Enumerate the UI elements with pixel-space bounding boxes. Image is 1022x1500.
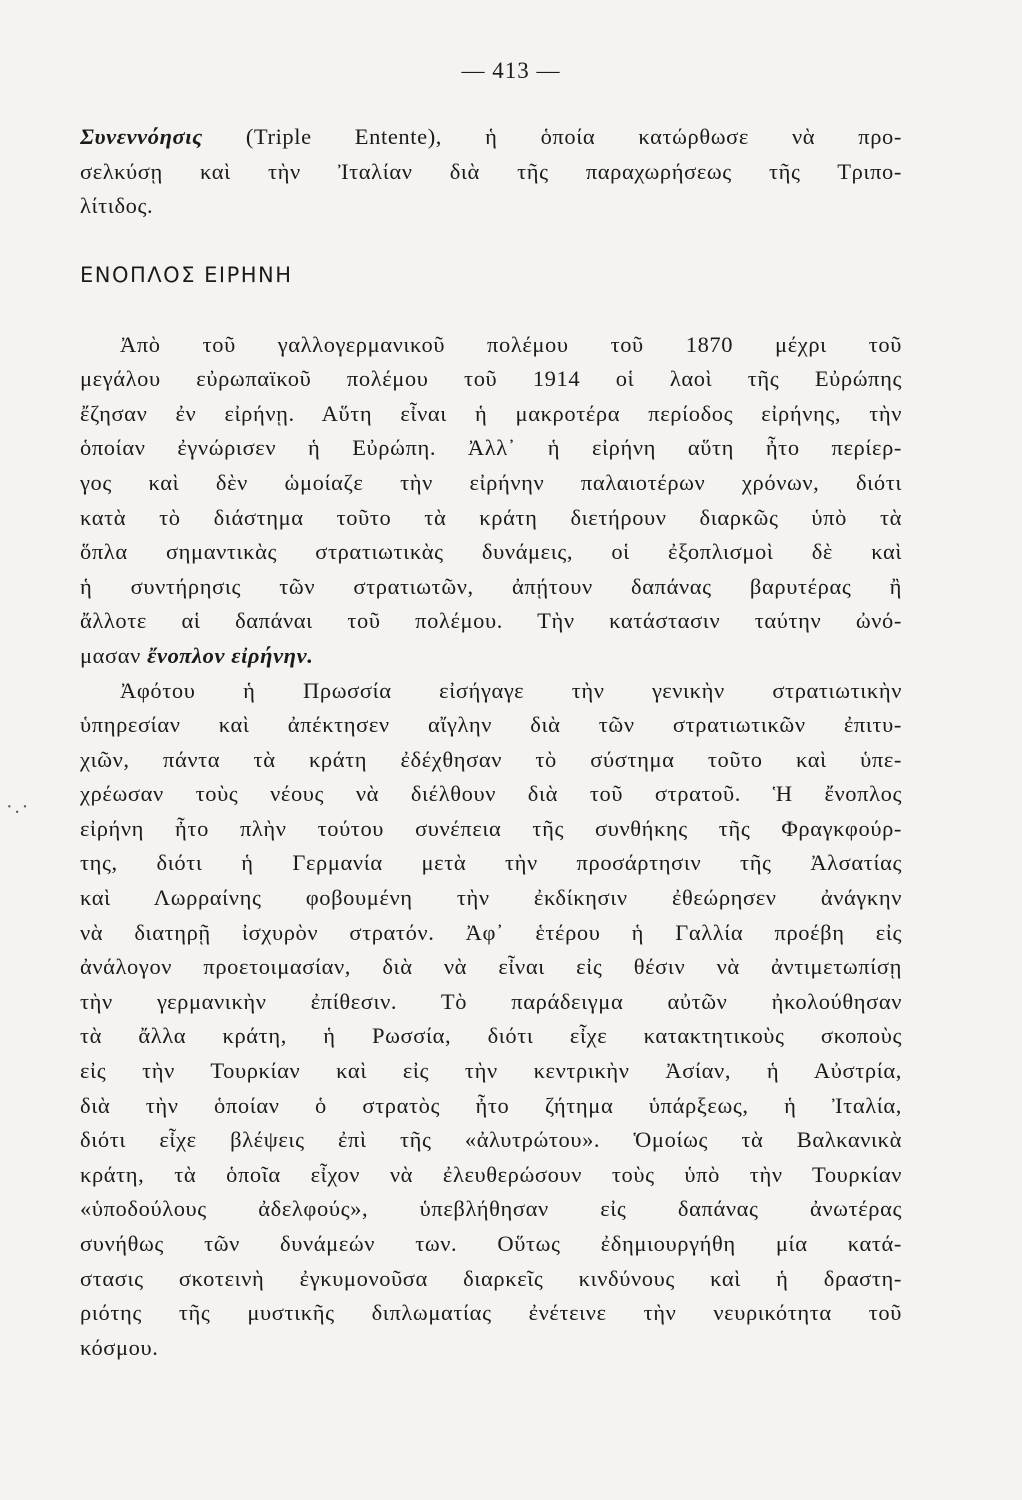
p2-line-16: «ὑποδούλους ἀδελφούς», ὑπεβλήθησαν εἰς δαπάνας ἀνωτέρας — [80, 1196, 902, 1222]
p2-line-6: της, διότι ἡ Γερμανία μετὰ τὴν προσάρτησιν τῆς Ἀλσατίας — [80, 850, 902, 876]
p1-line-10 — [80, 639, 902, 674]
p1-line-7: ὅπλα σημαντικὰς στρατιωτικὰς δυνάμεις, οἱ ἐξοπλισμοὶ δὲ καὶ — [80, 539, 902, 565]
p2-line-4: χρέωσαν τοὺς νέους νὰ διέλθουν διὰ τοῦ στρατοῦ. Ἡ ἔνοπλος — [80, 781, 902, 807]
intro-line-1-text: (Triple Entente), ἡ ὁποία κατώρθωσε νὰ προ- — [202, 124, 902, 149]
p1-last-prefix: μασαν — [80, 642, 148, 668]
p2-line-14: διότι εἶχε βλέψεις ἐπὶ τῆς «ἀλυτρώτου». Ὁμοίως τὰ Βαλκανικὰ — [80, 1127, 902, 1153]
p2-line-13: διὰ τὴν ὁποίαν ὁ στρατὸς ἦτο ζήτημα ὑπάρξεως, ἡ Ἰταλία, — [80, 1092, 902, 1118]
p1-line-6: κατὰ τὸ διάστημα τοῦτο τὰ κράτη διετήρουν διαρκῶς ὑπὸ τὰ — [80, 504, 902, 530]
p2-line-20: κόσμου. — [80, 1334, 159, 1360]
p1-line-2: μεγάλου εὐρωπαϊκοῦ πολέμου τοῦ 1914 οἱ λαοὶ τῆς Εὐρώπης — [80, 366, 902, 392]
p2-line-12: εἰς τὴν Τουρκίαν καὶ εἰς τὴν κεντρικὴν Ἀσίαν, ἡ Αὐστρία, — [80, 1058, 902, 1084]
p1-line-1: Ἀπὸ τοῦ γαλλογερμανικοῦ πολέμου τοῦ 1870 μέχρι τοῦ — [120, 331, 902, 357]
p2-line-8: νὰ διατηρῇ ἰσχυρὸν στρατόν. Ἀφ᾽ ἑτέρου ἡ Γαλλία προέβη εἰς — [80, 919, 902, 945]
p2-line-7: καὶ Λωρραίνης φοβουμένη τὴν ἐκδίκησιν ἐθεώρησεν ἀνάγκην — [80, 885, 902, 911]
p2-line-1: Ἀφότου ἡ Πρωσσία εἰσήγαγε τὴν γενικὴν στρατιωτικὴν — [120, 677, 902, 703]
spacer — [80, 224, 902, 259]
p2-line-17: συνήθως τῶν δυνάμεών των. Οὕτως ἐδημιουργήθη μία κατά- — [80, 1231, 902, 1256]
intro-term: Συνεννόησις — [80, 124, 203, 149]
p2-line-10: τὴν γερμανικὴν ἐπίθεσιν. Τὸ παράδειγμα αὐτῶν ἠκολούθησαν — [80, 988, 902, 1014]
text-column — [80, 120, 902, 1365]
section-heading: ΕΝΟΠΛΟΣ ΕΙΡΗΝΗ — [80, 263, 293, 288]
p2-line-19: ριότης τῆς μυστικῆς διπλωματίας ἐνέτεινε τὴν νευρικότητα τοῦ — [80, 1300, 902, 1326]
intro-line-1 — [80, 120, 902, 155]
margin-mark: ·.· — [6, 796, 31, 818]
p2-line-5: εἰρήνη ἦτο πλὴν τούτου συνέπεια τῆς συνθήκης τῆς Φραγκφούρ- — [80, 815, 902, 841]
p1-line-8: ἡ συντήρησις τῶν στρατιωτῶν, ἀπῄτουν δαπάνας βαρυτέρας ἢ — [80, 573, 902, 599]
p2-line-15: κράτη, τὰ ὁποῖα εἶχον νὰ ἐλευθερώσουν τοὺς ὑπὸ τὴν Τουρκίαν — [80, 1161, 902, 1187]
spacer — [80, 293, 902, 328]
p2-line-9: ἀνάλογον προετοιμασίαν, διὰ νὰ εἶναι εἰς θέσιν νὰ ἀντιμετωπίσῃ — [80, 954, 902, 980]
p2-line-2: ὑπηρεσίαν καὶ ἀπέκτησεν αἴγλην διὰ τῶν στρατιωτικῶν ἐπιτυ- — [80, 712, 902, 738]
p1-line-3: ἔζησαν ἐν εἰρήνῃ. Αὕτη εἶναι ἡ μακροτέρα περίοδος εἰρήνης, τὴν — [80, 400, 902, 426]
intro-line-2: σελκύσῃ καὶ τὴν Ἰταλίαν διὰ τῆς παραχωρήσεως τῆς Τριπο- — [80, 158, 902, 184]
p2-line-3: χιῶν, πάντα τὰ κράτη ἐδέχθησαν τὸ σύστημα τοῦτο καὶ ὑπε- — [80, 746, 902, 772]
p1-line-4: ὁποίαν ἐγνώρισεν ἡ Εὐρώπη. Ἀλλ᾽ ἡ εἰρήνη αὕτη ἦτο περίερ- — [80, 435, 902, 461]
p1-line-9: ἄλλοτε αἱ δαπάναι τοῦ πολέμου. Τὴν κατάστασιν ταύτην ὠνό- — [80, 608, 902, 634]
intro-line-3: λίτιδος. — [80, 193, 154, 219]
page-number: — 413 — — [461, 58, 561, 83]
p1-line-5: γος καὶ δὲν ὡμοίαζε τὴν εἰρήνην παλαιοτέρων χρόνων, διότι — [80, 469, 902, 495]
p2-line-18: στασις σκοτεινὴ ἐγκυμονοῦσα διαρκεῖς κινδύνους καὶ ἡ δραστη- — [80, 1265, 902, 1291]
p1-emphasis: ἔνοπλον εἰρήνην. — [147, 642, 314, 668]
p2-line-11: τὰ ἄλλα κράτη, ἡ Ρωσσία, διότι εἶχε κατακτητικοὺς σκοποὺς — [80, 1023, 902, 1049]
